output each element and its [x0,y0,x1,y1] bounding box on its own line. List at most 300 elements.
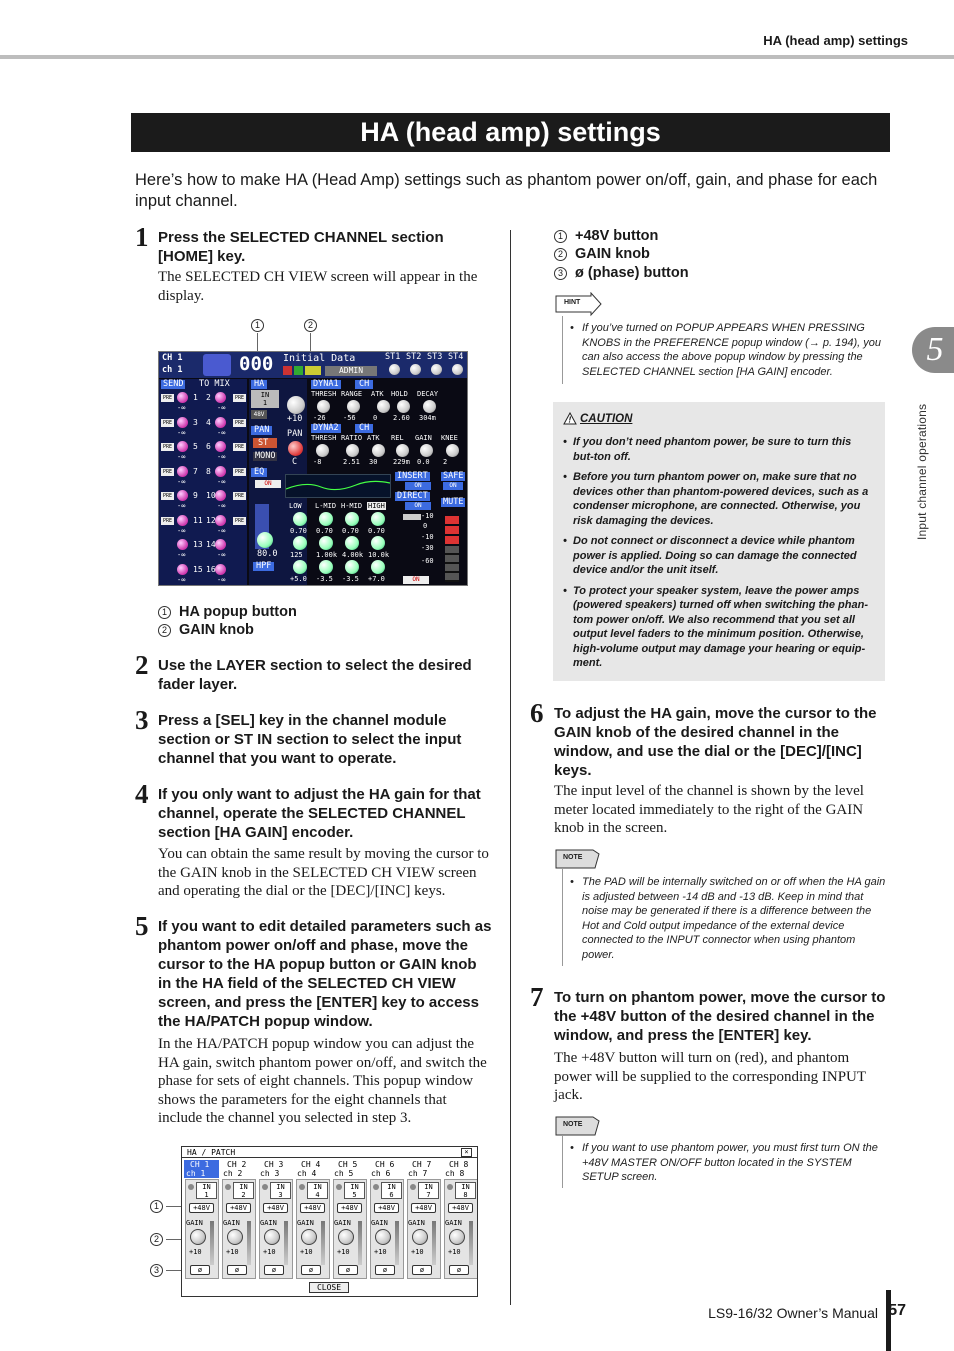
pre-button-right[interactable]: PRE [234,419,245,426]
gain-knob[interactable] [264,1229,280,1245]
channel-name: ch 3 [260,1169,280,1178]
send-knob-left[interactable] [177,441,188,452]
pre-button-left[interactable]: PRE [162,444,173,450]
eq-knob[interactable] [319,512,333,526]
gain-label: GAIN [334,1219,351,1227]
send-number-left: 15 [193,564,203,574]
direct-on-button[interactable]: ON [405,502,431,510]
gain-label: GAIN [186,1219,203,1227]
svg-text:!: ! [568,415,572,425]
input-patch-button[interactable] [196,1182,217,1199]
dyna2-param-value: 229m [393,458,410,466]
send-level-right: -∞ [217,575,226,584]
ch-name: ch 1 [162,365,183,375]
input-patch-button[interactable] [344,1182,365,1199]
ha-in-number: 1 [262,399,268,407]
gain-label: GAIN [371,1219,388,1227]
step-3-number: 3 [135,705,149,735]
eq-knob[interactable] [345,536,359,550]
eq-knob[interactable] [293,536,307,550]
step-1-title: Press the SELECTED CHANNEL section [HOME] key. [158,229,444,265]
dyna2-knob[interactable] [372,444,385,457]
dyna2-param-value: 2.51 [343,458,360,466]
st4-label: ST4 [448,352,464,362]
send-knob-left[interactable] [177,490,188,501]
eq-value: 10.0k [368,551,390,559]
dyna1-knob[interactable] [347,400,360,413]
level-meter [395,1221,399,1265]
pre-button-right[interactable]: PRE [234,444,245,450]
phase-button[interactable]: ø [301,1265,321,1275]
selected-ch-view-screenshot [158,351,468,586]
fader-scale-4: -30 [421,544,434,552]
st4-knob [452,364,463,375]
gain-label: GAIN [445,1219,462,1227]
input-number: 8 [463,1191,468,1199]
dyna1-param-value: 304m [419,414,436,422]
48v-button[interactable]: +48V [337,1203,362,1213]
channel-header: CH 8 [449,1160,469,1169]
dyna1-knob[interactable] [317,400,330,413]
eq-value: +5.0 [290,575,307,583]
direct-tab: DIRECT [397,491,428,501]
patch-indicator-icon [373,1184,379,1190]
tomix-label: TO MIX [199,379,230,389]
hint-rule [562,316,563,384]
pre-button-right[interactable]: PRE [234,493,245,499]
step-4-title: If you only want to adjust the HA gain for that channel, operate the SELECTED CHANNEL section [HA GAIN] encoder. [158,786,481,841]
pre-button-left[interactable]: PRE [162,468,173,475]
phase-button[interactable]: ø [338,1265,358,1275]
dyna1-param-label: HOLD [391,390,408,398]
send-number-right: 12 [206,515,216,525]
48v-indicator[interactable]: 48V [251,410,267,419]
eq-tab: EQ [251,468,267,477]
eq-value: 0.70 [316,527,333,535]
eq-knob[interactable] [371,512,385,526]
safe-tab: SAFE [443,471,464,481]
gain-label: GAIN [223,1219,240,1227]
eq-knob[interactable] [345,512,359,526]
phase-button[interactable]: ø [449,1265,469,1275]
note2-tag: NOTE [563,1121,583,1128]
phase-button[interactable]: ø [264,1265,284,1275]
dyna1-param-value: -56 [343,414,356,422]
level-meter [321,1221,325,1265]
gain-knob[interactable] [190,1229,206,1245]
dyna1-knob[interactable] [377,400,390,413]
send-level-right: -∞ [217,453,226,461]
note2-text: • If you want to use phantom power, you must first turn ON the +48V MASTER ON/OFF button located in the SYSTEM SETUP screen. [570,1141,886,1185]
note1-tag: NOTE [563,854,583,861]
fig2-callout-3: 3 ø (phase) button [554,264,689,283]
send-number-right: 2 [206,393,211,402]
fig1-marker-2: 2 [304,319,317,332]
48v-button[interactable]: +48V [263,1203,288,1213]
fig2-marker-2: 2 [150,1233,163,1246]
scene-name: Initial Data [283,353,356,364]
channel-header: CH 4 [301,1160,321,1169]
patch-indicator-icon [336,1184,342,1190]
pan-value: C [292,457,298,467]
48v-button[interactable]: +48V [448,1203,473,1213]
level-meter [432,1221,436,1265]
mute-tab: MUTE [443,497,464,507]
send-knob-left[interactable] [177,539,188,550]
channel-header: CH 5 [338,1160,358,1169]
send-level-right: -∞ [217,526,226,535]
e-indicator [294,366,303,375]
att-value: 80.0 [257,549,278,559]
dyna1-tab: DYNA1 [313,379,339,389]
mono-button[interactable]: MONO [255,451,276,461]
dyna1-ch-tag: CH [355,380,373,389]
dyna1-param-value: 2.60 [393,414,410,422]
step-7-body: The +48V button will turn on (red), and phantom power will be supplied to the corresponding INPUT jack. [554,1050,866,1103]
channel-name: ch 5 [334,1169,354,1178]
eq-knob[interactable] [293,512,307,526]
channel-header: CH 1 [184,1160,219,1169]
level-meter [284,1221,288,1265]
pre-button-left[interactable]: PRE [162,517,173,524]
patch-indicator-icon [299,1184,305,1190]
input-label: IN [276,1183,285,1191]
input-label: IN [387,1183,396,1191]
gain-value: +10 [337,1248,350,1256]
phase-button[interactable]: ø [375,1265,395,1275]
pan-label: PAN [287,429,303,439]
dyna1-param-label: RANGE [341,390,363,398]
ha-patch-popup-screenshot [181,1146,478,1297]
input-label: IN [202,1183,211,1191]
st3-knob [431,364,442,375]
level-meter [358,1221,362,1265]
column-divider [510,230,511,1305]
channel-name: ch 8 [445,1169,465,1178]
dyna2-param-label: THRESH [311,434,337,442]
send-number-left: 13 [193,540,203,549]
level-meter [469,1221,473,1265]
eq-knob[interactable] [345,560,359,574]
channel-name: ch 6 [371,1169,391,1178]
fig1-callout-1: 1 HA popup button [158,603,297,622]
send-level-left: -∞ [177,477,186,486]
send-number-right: 16 [206,564,216,574]
send-knob-right[interactable] [215,392,226,403]
hint-tag: HINT [564,299,581,306]
send-level-left: -∞ [177,428,186,437]
st1-knob [389,364,400,375]
send-knob-right[interactable] [215,441,226,452]
ha-in-label: IN [260,391,270,399]
mute-group-3[interactable] [445,536,459,544]
eq-graph [285,474,391,498]
input-label: IN [239,1183,248,1191]
dyna2-param-value: -8 [313,458,322,466]
fader-scale-5: -60 [421,557,434,565]
hint-list [570,321,886,379]
send-knob-right[interactable] [215,417,226,428]
send-number-right: 6 [206,442,211,451]
popup-title: HA / PATCH [187,1148,236,1157]
warning-icon [563,412,577,425]
send-number-left: 5 [193,442,198,451]
input-label: IN [313,1183,322,1191]
mute-group-2[interactable] [445,526,459,534]
input-patch-button[interactable] [381,1182,402,1199]
dyna1-param-label: DECAY [417,390,439,398]
fig2-marker-3: 3 [150,1264,163,1277]
gain-knob[interactable] [375,1229,391,1245]
send-number-right: 14 [206,540,216,549]
send-level-left: -∞ [177,404,186,412]
send-knob-left[interactable] [177,417,188,428]
channel-header: CH 3 [264,1160,284,1169]
pre-button-left[interactable]: PRE [162,419,173,426]
send-knob-right[interactable] [215,564,226,575]
patch-indicator-icon [410,1184,416,1190]
eq-band-label: L-MID [315,502,337,510]
48v-button[interactable]: +48V [411,1203,436,1213]
dyna2-param-value: 30 [369,458,378,466]
ha-popup-button[interactable] [251,390,279,408]
pan-knob[interactable] [288,441,303,456]
st1-label: ST1 [385,352,401,362]
48v-button[interactable]: +48V [226,1203,251,1213]
dyna2-knob[interactable] [420,444,433,457]
dyna1-param-label: THRESH [311,390,337,398]
gain-label: GAIN [260,1219,277,1227]
st2-knob [410,364,421,375]
running-header: HA (head amp) settings [763,33,908,48]
send-level-left: -∞ [177,502,186,510]
step-2-number: 2 [135,650,149,680]
gain-knob[interactable] [412,1229,428,1245]
att-knob[interactable] [257,532,273,548]
page-number: 57 [888,1302,906,1319]
channel-name: ch 7 [408,1169,428,1178]
eq-band-label: HIGH [368,502,385,510]
send-level-right: -∞ [217,477,226,486]
input-patch-button[interactable] [455,1182,476,1199]
eq-knob[interactable] [371,560,385,574]
fig2-callout-1: 1 +48V button [554,227,658,246]
eq-curve [286,475,390,497]
gain-knob[interactable] [338,1229,354,1245]
eq-on-button[interactable]: ON [255,480,281,488]
fader-scale-3: -10 [421,533,434,541]
dyna1-param-label: ATK [371,390,384,398]
send-level-left: -∞ [177,453,186,461]
fig2-marker-1: 1 [150,1200,163,1213]
patch-indicator-icon [262,1184,268,1190]
dyna2-knob[interactable] [396,444,409,457]
pre-button-right[interactable]: PRE [234,395,245,401]
send-level-left: -∞ [177,526,186,535]
step-7-number: 7 [530,982,544,1012]
chapter-side-label: Input channel operations [915,403,929,540]
pre-button-left[interactable]: PRE [162,395,173,401]
pan-tab: PAN [251,426,272,435]
send-number-left: 7 [193,466,198,476]
send-level-right: -∞ [217,551,226,559]
eq-value: -3.5 [316,575,333,583]
dyna1-knob[interactable] [423,400,436,413]
eq-value: 4.00k [342,551,364,559]
insert-on-button[interactable]: ON [405,482,431,490]
dyna2-param-label: RATIO [341,434,363,442]
step-5-title: If you want to edit detailed parameters such as phantom power on/off and phase, move the cursor to the HA popup button or GAIN knob in the HA field of the SELECTED CH VIEW screen, and press the [ENTER] key to access the HA/PATCH popup window. [158,918,492,1030]
mic-icon [203,354,231,376]
dyna2-param-label: KNEE [441,434,458,442]
mute-group-1[interactable] [445,516,459,524]
caution-item: • To protect your speaker system, leave the power amps (powered speakers) turned off when switching the phan-tom power on/off. We also recommend that you set all output level faders to the minimum position. Otherwise, high-volume output may damage your hearing or equip-ment. [563,584,873,671]
header-rule [0,55,954,59]
input-number: 6 [389,1191,394,1199]
dyna2-param-label: ATK [367,434,380,442]
note1-text: • The PAD will be internally switched on or off when the HA gain is adjusted between -14 dB and -13 dB. Keep in mind that noise may be generated if there is a difference between the Hot and Cold output impedance of the external device connected to the INPUT connector when using phantom power. [570,875,886,962]
48v-button[interactable]: +48V [189,1203,214,1213]
send-number-left: 9 [193,491,198,500]
gain-knob[interactable] [301,1229,317,1245]
step-6-number: 6 [530,698,544,728]
caution-heading: ! CAUTION [563,412,873,425]
phase-button[interactable]: ø [412,1265,432,1275]
ch-on-button[interactable]: ON [403,576,429,584]
pre-button-right[interactable]: PRE [234,517,245,524]
step-4-body: You can obtain the same result by moving the cursor to the GAIN knob in the SELECTED CH VIEW screen and operating the dial or the [DEC]/[INC] keys. [158,846,489,899]
eq-value: 0.70 [368,527,385,535]
gain-knob[interactable] [287,396,305,414]
page-title: HA (head amp) settings [131,113,890,152]
input-patch-button[interactable] [307,1182,328,1199]
note2-list [570,1141,886,1185]
send-knob-left[interactable] [177,466,188,477]
step-6-body: The input level of the channel is shown by the level meter located immediately to the right of the GAIN knob in the screen. [554,783,864,836]
fader-cap[interactable] [403,514,421,520]
send-number-left: 1 [193,393,198,402]
send-knob-right[interactable] [215,490,226,501]
gain-value: +10 [287,414,303,424]
send-number-right: 8 [206,466,211,476]
send-knob-left[interactable] [177,392,188,403]
user-badge: ADMIN [325,366,377,376]
input-patch-button[interactable] [270,1182,291,1199]
send-level-right: -∞ [217,502,226,510]
patch-indicator-icon [225,1184,231,1190]
mute-groups-rest [445,546,459,582]
ha-tab: HA [251,380,267,389]
eq-value: 125 [290,551,303,559]
gain-value: +10 [189,1248,202,1256]
pre-button-right[interactable]: PRE [234,468,245,475]
channel-name: ch 1 [184,1169,219,1178]
48v-button[interactable]: +48V [300,1203,325,1213]
send-number-left: 3 [193,417,198,427]
pre-button-left[interactable]: PRE [162,493,173,499]
eq-value: 0.70 [342,527,359,535]
dyna2-knob[interactable] [446,444,459,457]
input-patch-button[interactable] [418,1182,439,1199]
eq-knob[interactable] [319,536,333,550]
input-number: 4 [315,1191,320,1199]
hint-text: • If you’ve turned on POPUP APPEARS WHEN PRESSING KNOBS in the PREFERENCE popup window (→ p. 194), you can also access the above popup window by pressing the SELECTED CHANNEL section [HA GAIN] encoder. [570,321,886,379]
channel-header: CH 2 [227,1160,247,1169]
step-5-number: 5 [135,911,149,941]
step-1-body: The SELECTED CH VIEW screen will appear in the display. [158,269,478,304]
gain-knob[interactable] [227,1229,243,1245]
send-knob-left[interactable] [177,564,188,575]
phase-button[interactable]: ø [190,1265,210,1275]
close-button[interactable]: CLOSE [309,1282,349,1293]
dyna2-knob[interactable] [316,444,329,457]
input-label: IN [424,1183,433,1191]
send-knob-right[interactable] [215,539,226,550]
eq-knob[interactable] [293,560,307,574]
eq-value: +7.0 [368,575,385,583]
insert-tab: INSERT [397,471,428,481]
dyna2-knob[interactable] [346,444,359,457]
r-indicator [283,366,292,375]
fig2-callout-2: 2 GAIN knob [554,245,650,264]
gain-value: +10 [300,1248,313,1256]
gain-value: +10 [263,1248,276,1256]
channel-header: CH 6 [375,1160,395,1169]
eq-value: 0.70 [290,527,307,535]
note2-rule [562,1136,563,1188]
gain-value: +10 [374,1248,387,1256]
send-level-right: -∞ [217,404,226,412]
send-knob-left[interactable] [177,515,188,526]
eq-knob[interactable] [319,560,333,574]
send-knob-right[interactable] [215,515,226,526]
input-number: 2 [241,1191,246,1199]
close-icon[interactable]: × [461,1148,472,1157]
chapter-tab: 5 [912,327,954,373]
channel-name: ch 4 [297,1169,317,1178]
phase-button[interactable]: ø [227,1265,247,1275]
channel-name: ch 2 [223,1169,243,1178]
gain-knob[interactable] [449,1229,465,1245]
send-level-right: -∞ [217,428,226,437]
input-number: 5 [352,1191,357,1199]
caution-box [553,402,885,681]
midi-indicator [305,366,321,375]
safe-on-button[interactable]: ON [443,482,463,490]
input-patch-button[interactable] [233,1182,254,1199]
gain-label: GAIN [408,1219,425,1227]
eq-knob[interactable] [371,536,385,550]
fig1-marker-1: 1 [251,319,264,332]
gain-value: +10 [226,1248,239,1256]
fader-scale-1: -10 [421,512,434,520]
send-knob-right[interactable] [215,466,226,477]
dyna2-ch-tag: CH [355,424,373,433]
fig1-callout-2: 2 GAIN knob [158,621,254,640]
dyna1-param-value: -26 [313,414,326,422]
intro-paragraph: Here’s how to make HA (Head Amp) settings such as phantom power on/off, gain, and phase for each input channel. [135,171,878,210]
input-label: IN [461,1183,470,1191]
send-level-left: -∞ [177,575,186,584]
dyna1-knob[interactable] [397,400,410,413]
48v-button[interactable]: +48V [374,1203,399,1213]
hpf-button[interactable]: HPF [253,562,274,571]
dyna1-param-value: 0 [373,414,378,422]
send-number-left: 11 [193,515,203,525]
input-number: 1 [204,1191,209,1199]
footer-manual-title: LS9-16/32 Owner’s Manual [708,1305,878,1321]
st-label: ST [258,438,269,448]
